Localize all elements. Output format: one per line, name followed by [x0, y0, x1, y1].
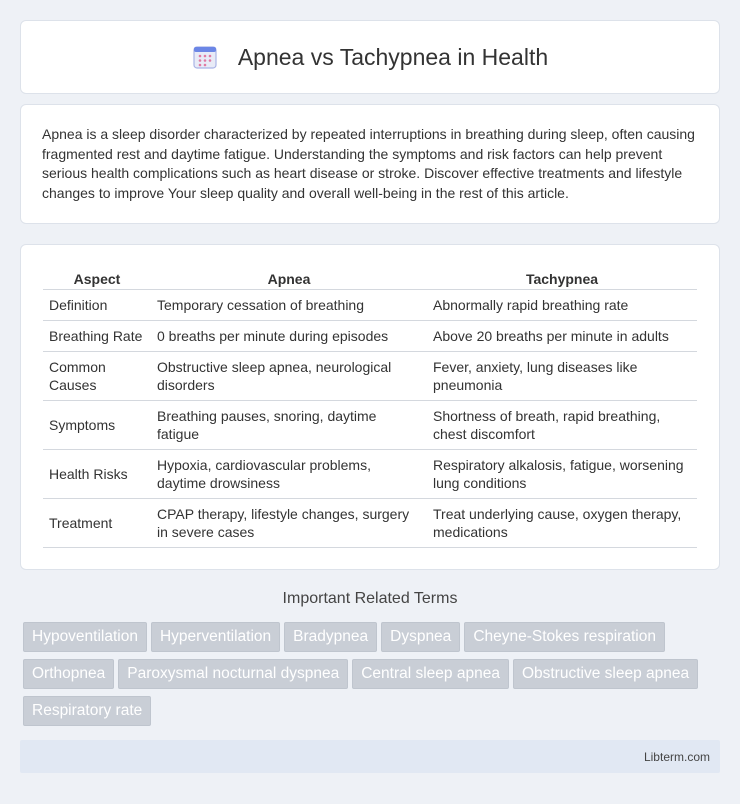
related-terms-list: [23, 622, 723, 733]
related-term-tag[interactable]: Orthopnea: [23, 659, 114, 689]
related-term-tag[interactable]: Obstructive sleep apnea: [513, 659, 698, 689]
table-row: [43, 321, 697, 352]
table-cell: Hypoxia, cardiovascular problems, daytime drowsiness: [151, 450, 427, 499]
title-card: [20, 20, 720, 94]
related-term-tag[interactable]: Hyperventilation: [151, 622, 280, 652]
related-term-tag[interactable]: Dyspnea: [381, 622, 460, 652]
table-cell: Shortness of breath, rapid breathing, chest discomfort: [427, 401, 697, 450]
table-row: [43, 499, 697, 548]
table-cell: Fever, anxiety, lung diseases like pneumonia: [427, 352, 697, 401]
comparison-table-card: [20, 244, 720, 570]
comparison-table: [43, 265, 697, 548]
column-header: Tachypnea: [427, 265, 697, 290]
calendar-icon: [192, 44, 218, 70]
column-header: Aspect: [43, 265, 151, 290]
related-terms-title: Important Related Terms: [282, 590, 458, 607]
page-title: Apnea vs Tachypnea in Health: [237, 43, 549, 70]
table-cell: CPAP therapy, lifestyle changes, surgery in severe cases: [151, 499, 427, 548]
table-cell: Obstructive sleep apnea, neurological disorders: [151, 352, 427, 401]
related-term-tag[interactable]: Cheyne-Stokes respiration: [464, 622, 665, 652]
table-row: [43, 290, 697, 321]
table-row: [43, 352, 697, 401]
related-term-tag[interactable]: Paroxysmal nocturnal dyspnea: [118, 659, 348, 689]
column-header: Apnea: [151, 265, 427, 290]
table-cell: Treat underlying cause, oxygen therapy, medications: [427, 499, 697, 548]
table-row: [43, 450, 697, 499]
table-cell: Breathing pauses, snoring, daytime fatigue: [151, 401, 427, 450]
intro-text: Apnea is a sleep disorder characterized by repeated interruptions in breathing during sleep, often causing fragmented rest and daytime fatigue. Understanding the symptoms and risk factors can help prevent serious health complications such as heart disease or stroke. Discover effective treatments and lifestyle changes to improve Your sleep quality and overall well-being in the rest of this article.: [42, 126, 695, 201]
related-term-tag[interactable]: Hypoventilation: [23, 622, 147, 652]
table-cell: 0 breaths per minute during episodes: [151, 321, 427, 352]
table-cell: Treatment: [43, 499, 151, 548]
table-cell: Definition: [43, 290, 151, 321]
table-cell: Common Causes: [43, 352, 151, 401]
related-term-tag[interactable]: Respiratory rate: [23, 696, 151, 726]
table-cell: Symptoms: [43, 401, 151, 450]
footer-site-link[interactable]: Libterm.com: [643, 750, 710, 764]
intro-card: [20, 104, 720, 224]
table-cell: Health Risks: [43, 450, 151, 499]
table-cell: Abnormally rapid breathing rate: [427, 290, 697, 321]
related-term-tag[interactable]: Bradypnea: [284, 622, 377, 652]
table-cell: Temporary cessation of breathing: [151, 290, 427, 321]
table-header-row: [43, 265, 697, 290]
footer: [20, 740, 720, 773]
table-cell: Respiratory alkalosis, fatigue, worsening lung conditions: [427, 450, 697, 499]
table-row: [43, 401, 697, 450]
table-cell: Breathing Rate: [43, 321, 151, 352]
table-cell: Above 20 breaths per minute in adults: [427, 321, 697, 352]
related-term-tag[interactable]: Central sleep apnea: [352, 659, 509, 689]
